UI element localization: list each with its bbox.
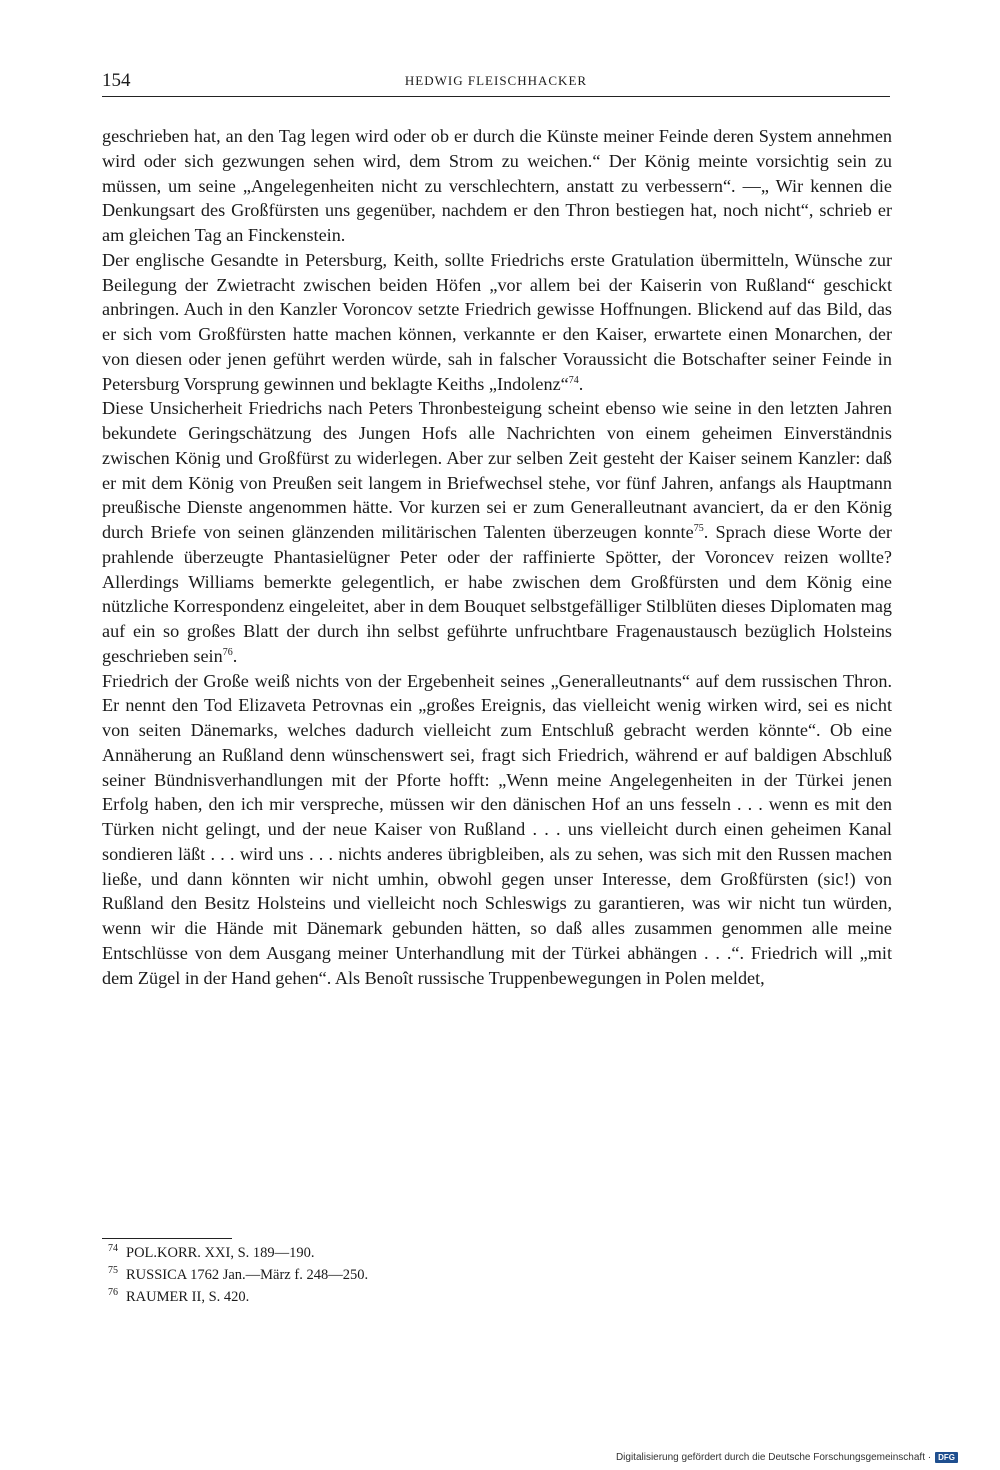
footnote-number: 75 [108, 1264, 118, 1276]
footnote-ref[interactable]: 76 [222, 646, 233, 658]
text-run: . [578, 373, 584, 394]
footnote-text: RAUMER II, S. 420. [126, 1288, 250, 1305]
text-run: . [232, 645, 238, 666]
running-title: HEDWIG FLEISCHHACKER [404, 73, 588, 88]
text-run: . Sprach diese Worte der prahlende überzeugte Phantasielügner Peter oder der raffinierte Spötter, der Voroncev reizen wollte? Allerdings Williams bemerkte gelegentlich, er habe zwischen dem Großfürsten und dem König eine nützliche Korrespondenz eingeleitet, aber in dem Bouquet selbstgefälliger Stilblüten dieses Diplomaten mag auf ein so großes Blatt der durch ihn selbst geführte unfruchtbare Fragenaustausch bezüglich Holsteins geschrieben sein [102, 522, 892, 666]
text-run: geschrieben hat, an den Tag legen wird oder ob er durch die Künste meiner Feinde deren System annehmen wird oder sich gezwungen sehen wird, dem Strom zu weichen.“ Der König meinte vorsichtig sein zu müssen, um seine „Angelegenheiten nicht zu verschlechtern, anstatt zu verbessern“. —„ Wir kennen die Denkungsart des Großfürsten uns gegenüber, nachdem er den Thron bestiegen hat, noch nicht“, schrieb er am gleichen Tag an Finckenstein. [102, 126, 892, 245]
page-header [102, 70, 890, 97]
dfg-logo: DFG [935, 1452, 958, 1463]
footnote [108, 1284, 808, 1306]
footnote-divider [102, 1238, 232, 1239]
footnote-ref[interactable]: 74 [568, 374, 579, 386]
footnote [108, 1240, 808, 1262]
footnote-number: 74 [108, 1243, 118, 1254]
footnote-number: 76 [108, 1286, 118, 1298]
footnote [108, 1262, 808, 1284]
text-run: Der englische Gesandte in Petersburg, Keith, sollte Friedrichs erste Gratulation übermitteln, Wünsche zur Beilegung der Zwietracht zwischen beiden Höfen „vor allem bei der Kaiserin von Rußland“ geschickt anbringen. Auch in den Kanzler Voroncov setzte Friedrich gewisse Hoffnungen. Blickend auf das Bild, das er sich vom Großfürsten hatte machen können, verkannte er den Kaiser, erwartete einen Monarchen, der von diesen oder jenen geführt werden würde, sah in falscher Voraussicht die Botschafter seiner Feinde in Petersburg Vorsprung gewinnen und beklagte Keiths „Indolenz“ [102, 249, 892, 394]
text-run: Friedrich der Große weiß nichts von der Ergebenheit seines „Generalleutnants“ auf dem russischen Thron. Er nennt den Tod Elizaveta Petrovnas ein „großes Ereignis, das vielleicht wenig wirken wird, sei es nicht von seiten Dänemarks, welches dadurch vielleicht zum Entschluß gebracht werden könnte“. Ob eine Annäherung an Rußland denn wünschenswert sei, fragt sich Friedrich, während er auf baldigen Abschluß seiner Bündnisverhandlungen mit der Pforte hofft: „Wenn meine Angelegenheiten in der Türkei jenen Erfolg haben, den ich mir verspreche, müssen wir den dänischen Hof an uns fesseln . . . wenn es mit den Türken nicht gelingt, und der neue Kaiser von Rußland . . . uns vielleicht durch einen geheimen Kanal sondieren läßt . . . wird uns . . . nichts anderes übrigbleiben, als zu sehen, was sich mit den Russen machen ließe, und dann könnten wir nicht umhin, obwohl gegen unser Interesse, dem Großfürsten (sic!) von Rußland den Besitz Holsteins und vielleicht noch Schleswigs zu garantieren, was wir nicht tun würden, wenn wir die Hände mit Dänemark gebunden hätten, so daß alles zusammen genommen alle meine Entschlüsse von dem Ausgang meiner Unterhandlung mit der Türkei abhängen . . .“. Friedrich will „mit dem Zügel in der Hand gehen“. Als Benoît russische Truppenbewegungen in Polen meldet, [102, 670, 892, 988]
paragraph [102, 248, 892, 397]
paragraph [102, 396, 892, 668]
paragraph [102, 669, 892, 991]
digitization-note [616, 1452, 958, 1463]
footnote-ref[interactable]: 75 [693, 522, 704, 534]
digitization-text: Digitalisierung gefördert durch die Deutsche Forschungsgemeinschaft · [615, 1452, 932, 1463]
footnotes [108, 1240, 808, 1305]
page-number: 154 [102, 70, 131, 91]
text-run: Diese Unsicherheit Friedrichs nach Peters Thronbesteigung scheint ebenso wie seine in den letzten Jahren bekundete Geringschätzung des Jungen Hofs alle Nachrichten von einem geheimen Einverständnis zwischen König und Großfürst zu widerlegen. Aber zur selben Zeit gesteht der Kaiser seinem Kanzler: daß er mit dem König von Preußen seit langem in Briefwechsel stehe, vor fünf Jahren, anfangs als Hauptmann preußische Dienste angenommen hätte. Vor kurzen sei er zum Generalleutnant avanciert, da er den König durch Briefe von seinen glänzenden militärischen Talenten überzeugen konnte [102, 398, 892, 542]
paragraph [102, 124, 892, 248]
footnote-text: RUSSICA 1762 Jan.—März f. 248—250. [126, 1266, 369, 1283]
body-text [102, 124, 892, 990]
footnote-text: POL.KORR. XXI, S. 189—190. [126, 1244, 315, 1261]
